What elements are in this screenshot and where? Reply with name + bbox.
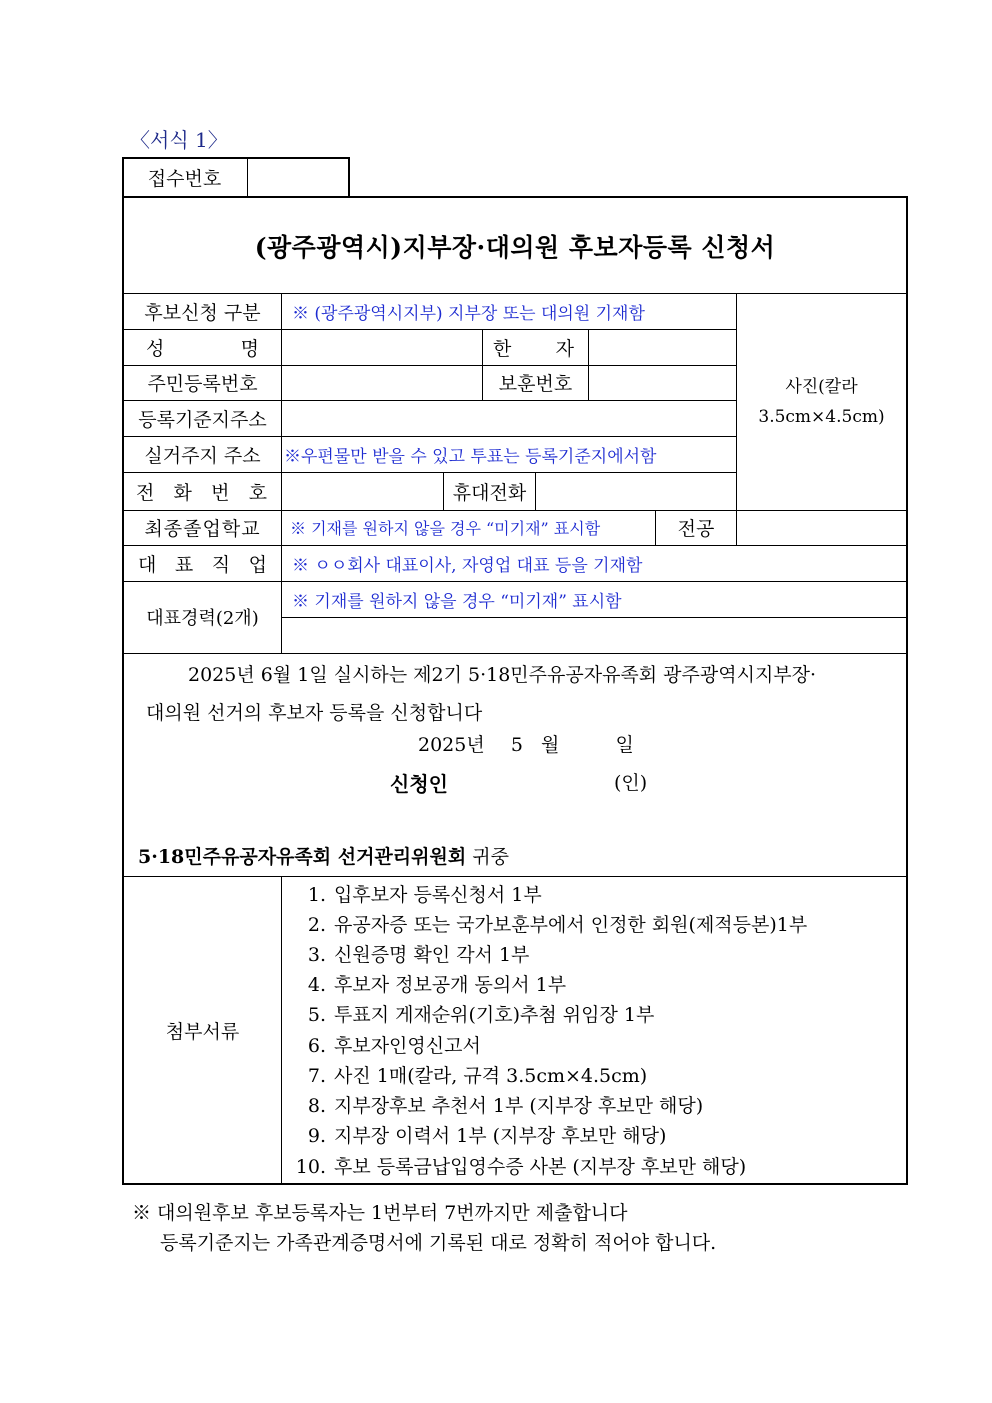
applicant-label: 신청인 xyxy=(390,772,448,796)
reg-address-field[interactable] xyxy=(283,402,734,435)
recipient-name: 5·18민주유공자유족회 선거관리위원회 xyxy=(138,846,467,868)
category-label: 후보신청 구분 xyxy=(144,301,261,324)
attachment-item: 4. 후보자 정보공개 동의서 1부 xyxy=(307,974,567,996)
hanja-field[interactable] xyxy=(590,331,734,364)
date-year: 2025년 xyxy=(418,734,485,756)
attachment-item: 6. 후보자인영신고서 xyxy=(307,1035,481,1057)
occupation-label: 대 표 직 업 xyxy=(138,553,267,576)
name-field[interactable] xyxy=(283,331,480,364)
attachments-label: 첨부서류 xyxy=(165,1020,240,1043)
major-label: 전공 xyxy=(677,518,715,540)
recipient-line xyxy=(138,842,509,869)
attachment-item: 1. 입후보자 등록신청서 1부 xyxy=(307,884,542,906)
page-title: (광주광역시)지부장·대의원 후보자등록 신청서 xyxy=(254,232,776,262)
reg-address-label: 등록기준지주소 xyxy=(138,408,267,431)
attachment-item: 5. 투표지 게재순위(기호)추첨 위임장 1부 xyxy=(307,1004,655,1026)
declaration-line-1: 2025년 6월 1일 실시하는 제2기 5·18민주유공자유족회 광주광역시지부장· xyxy=(188,664,817,686)
date-month[interactable]: 5 xyxy=(510,734,523,756)
attachment-item: 8. 지부장후보 추천서 1부 (지부장 후보만 해당) xyxy=(307,1095,704,1117)
mobile-field[interactable] xyxy=(537,474,734,509)
date-day-unit: 일 xyxy=(615,734,634,756)
resident-no-label: 주민등록번호 xyxy=(147,373,258,395)
receipt-label: 접수번호 xyxy=(147,167,222,190)
footnote-line-2: 등록기준지는 가족관계증명서에 기록된 대로 정확히 적어야 합니다. xyxy=(160,1232,717,1254)
resident-no-field[interactable] xyxy=(283,367,480,399)
major-field[interactable] xyxy=(738,512,906,544)
real-address-label: 실거주지 주소 xyxy=(144,444,261,467)
category-note[interactable]: ※ (광주광역시지부) 지부장 또는 대의원 기재함 xyxy=(292,303,645,324)
school-label: 최종졸업학교 xyxy=(144,518,261,540)
school-note[interactable]: ※ 기재를 원하지 않을 경우 “미기재” 표시함 xyxy=(290,519,601,538)
mobile-label: 휴대전화 xyxy=(452,481,527,504)
seal-mark[interactable]: (인) xyxy=(614,772,648,794)
declaration-line-2: 대의원 선거의 후보자 등록을 신청합니다 xyxy=(146,702,483,724)
photo-box[interactable] xyxy=(737,294,906,510)
attachment-item: 2. 유공자증 또는 국가보훈부에서 인정한 회원(제적등본)1부 xyxy=(307,914,808,936)
career-label: 대표경력(2개) xyxy=(146,608,259,629)
attachment-item: 3. 신원증명 확인 각서 1부 xyxy=(307,944,530,966)
veteran-no-field[interactable] xyxy=(590,367,734,399)
attachment-item: 10. 후보 등록금납입영수증 사본 (지부장 후보만 해당) xyxy=(295,1156,747,1178)
career-field[interactable] xyxy=(283,619,905,652)
real-address-note[interactable]: ※우편물만 받을 수 있고 투표는 등록기준지에서함 xyxy=(284,446,657,467)
phone-label: 전 화 번 호 xyxy=(136,481,267,504)
name-label: 성 명 xyxy=(146,337,259,360)
veteran-no-label: 보훈번호 xyxy=(498,373,573,395)
phone-field[interactable] xyxy=(283,474,441,509)
attachment-item: 7. 사진 1매(칼라, 규격 3.5cm×4.5cm) xyxy=(307,1065,648,1087)
date-month-unit: 월 xyxy=(541,734,560,756)
form-label: 〈서식 1〉 xyxy=(130,128,228,152)
photo-caption-1: 사진(칼라 xyxy=(785,377,858,397)
receipt-value[interactable] xyxy=(249,159,347,196)
date-line xyxy=(418,730,634,757)
photo-caption-2: 3.5cm×4.5cm) xyxy=(758,407,885,427)
occupation-note[interactable]: ※ ㅇㅇ회사 대표이사, 자영업 대표 등을 기재함 xyxy=(292,555,643,576)
hanja-label: 한 자 xyxy=(493,337,574,360)
footnote-line-1: ※ 대의원후보 후보등록자는 1번부터 7번까지만 제출합니다 xyxy=(132,1202,628,1224)
attachment-item: 9. 지부장 이력서 1부 (지부장 후보만 해당) xyxy=(307,1125,667,1147)
recipient-suffix: 귀중 xyxy=(472,846,509,868)
career-note[interactable]: ※ 기재를 원하지 않을 경우 “미기재” 표시함 xyxy=(292,591,622,612)
